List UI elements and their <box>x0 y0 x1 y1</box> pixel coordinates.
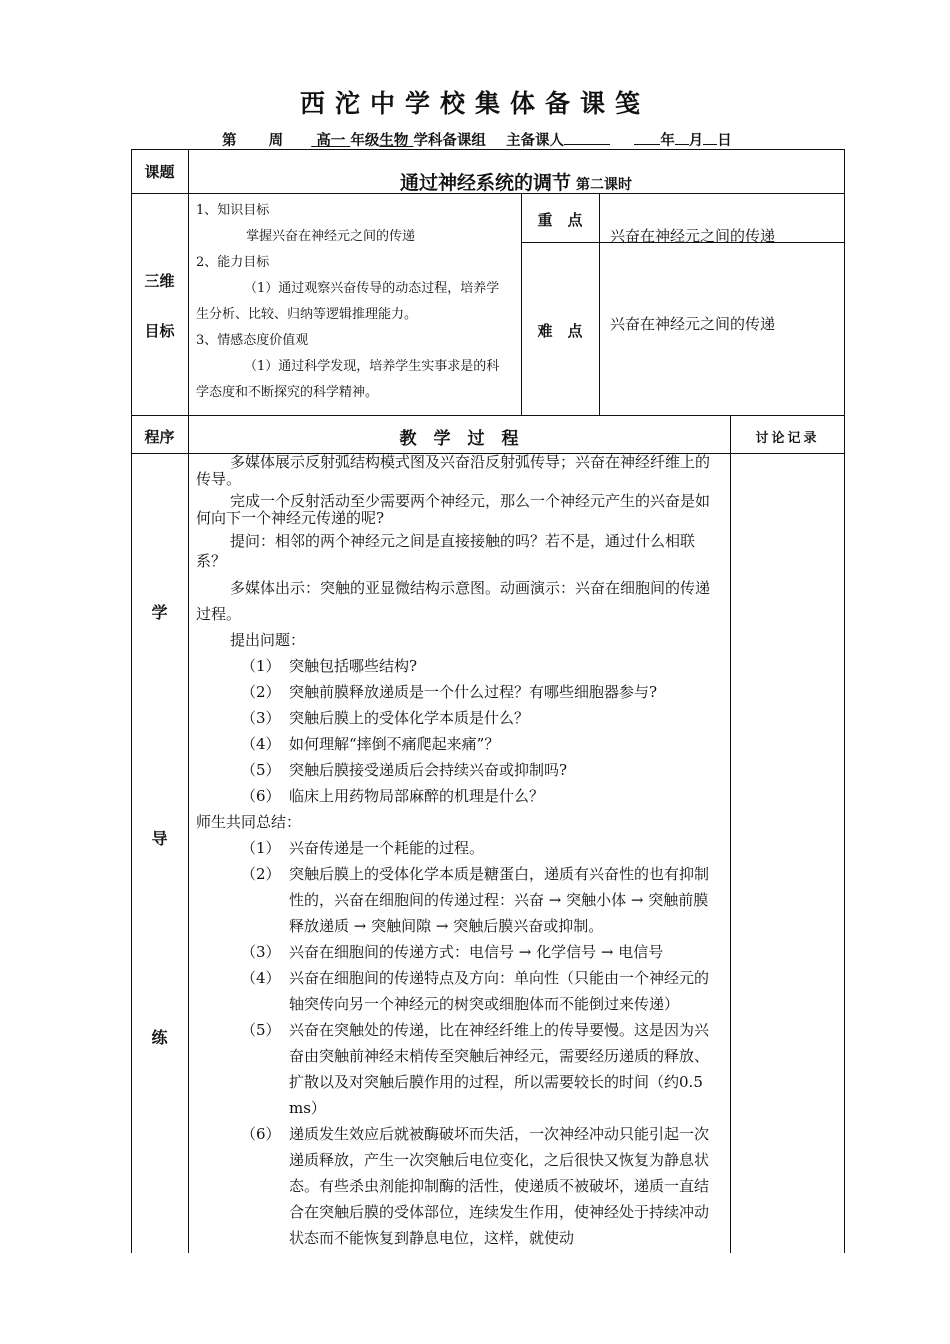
question-number: （5） <box>241 761 281 779</box>
question-item <box>196 705 722 731</box>
summary-list <box>196 835 722 1251</box>
summary-text: 兴奋在细胞间的传递特点及方向：单向性（只能由一个神经元的轴突传向另一个神经元的树突或细胞体而不能倒过来传递） <box>289 969 710 1013</box>
day-blank <box>703 130 717 145</box>
question-item <box>196 653 722 679</box>
topic-label: 课题 <box>144 163 175 181</box>
topic-title <box>188 168 844 195</box>
emotion-text-2: 学态度和不断探究的科学精神。 <box>196 385 379 400</box>
week-prefix: 第 <box>222 133 237 149</box>
summary-text: 递质发生效应后就被酶破坏而失活，一次神经冲动只能引起一次递质释放，产生一次突触后电位变化，之后很快又恢复为静息状态。有些杀虫剂能抑制酶的活性，使递质不被破坏，递质一直结合在突触后膜的受体部位，连续发生作用，使神经处于持续冲动状态而不能恢复到静息电位，这样，就使动 <box>289 1125 710 1247</box>
paragraph-3: 提问：相邻的两个神经元之间是直接接触的吗？若不是，通过什么相联系？ <box>196 532 696 570</box>
summary-number: （5） <box>241 1021 281 1039</box>
goals-content <box>196 198 518 406</box>
summary-item <box>196 1121 722 1251</box>
key-text: 兴奋在神经元之间的传递 <box>610 227 776 245</box>
summary-item <box>196 939 722 965</box>
side-label-lian: 练 <box>151 1028 168 1047</box>
question-number: （1） <box>241 657 281 675</box>
key-label: 重 点 <box>537 211 583 229</box>
process-body <box>196 454 722 1251</box>
discussion-label: 讨论记录 <box>755 431 820 446</box>
year-blank <box>634 130 660 145</box>
emotion-text-1: （1）通过科学发现，培养学生实事求是的科 <box>244 359 500 374</box>
ability-text-1: （1）通过观察兴奋传导的动态过程，培养学 <box>244 281 500 296</box>
header-info-line <box>222 129 732 150</box>
question-item <box>196 731 722 757</box>
question-number: （4） <box>241 735 281 753</box>
difficulty-text: 兴奋在神经元之间的传递 <box>610 315 776 333</box>
side-label-dao: 导 <box>151 829 168 848</box>
week-suffix: 周 <box>268 133 284 149</box>
questions-title: 提出问题： <box>230 631 306 649</box>
month-label: 月 <box>688 133 704 149</box>
question-text: 突触前膜释放递质是一个什么过程？有哪些细胞器参与? <box>289 683 658 701</box>
side-label-xue: 学 <box>151 603 168 622</box>
question-text: 突触后膜上的受体化学本质是什么？ <box>289 709 530 727</box>
ability-title: 2、能力目标 <box>196 255 270 270</box>
question-text: 如何理解“摔倒不痛爬起来痛”？ <box>289 735 500 753</box>
summary-text: 突触后膜上的受体化学本质是糖蛋白，递质有兴奋性的也有抑制性的，兴奋在细胞间的传递过程：兴奋 → 突触小体 → 突触前膜释放递质 → 突触间隙 → 突触后膜兴奋或抑制。 <box>289 865 710 935</box>
teacher-blank <box>564 130 610 145</box>
question-number: （6） <box>241 787 281 805</box>
summary-text: 兴奋传递是一个耗能的过程。 <box>289 839 485 857</box>
page-title: 西沱中学校集体备课笺 <box>299 89 650 118</box>
question-text: 突触包括哪些结构? <box>289 657 418 675</box>
paragraph-4: 多媒体出示：突触的亚显微结构示意图。动画演示：兴奋在细胞间的传递过程。 <box>196 579 711 623</box>
paragraph-1: 多媒体展示反射弧结构模式图及兴奋沿反射弧传导；兴奋在神经纤维上的传导。 <box>196 453 711 488</box>
grade-value: 高一 <box>316 133 346 149</box>
emotion-title: 3、情感态度价值观 <box>196 333 309 348</box>
question-number: （3） <box>241 709 281 727</box>
difficulty-label: 难 点 <box>537 322 583 340</box>
subject-value: 生物 <box>379 133 409 149</box>
summary-number: （2） <box>241 865 281 883</box>
summary-number: （3） <box>241 943 281 961</box>
question-item <box>196 757 722 783</box>
month-blank <box>675 130 689 145</box>
questions-list <box>196 653 722 809</box>
question-text: 临床上用药物局部麻醉的机理是什么？ <box>289 787 545 805</box>
summary-number: （1） <box>241 839 281 857</box>
question-number: （2） <box>241 683 281 701</box>
summary-text: 兴奋在突触处的传递，比在神经纤维上的传导要慢。这是因为兴奋由突触前神经末梢传至突触后神经元，需要经历递质的释放、扩散以及对突触后膜作用的过程，所以需要较长的时间（约0.5 ms） <box>289 1021 710 1117</box>
question-item <box>196 783 722 809</box>
ability-text-2: 生分析、比较、归纳等逻辑推理能力。 <box>196 307 418 322</box>
question-item <box>196 679 722 705</box>
topic-text: 通过神经系统的调节 <box>399 172 571 194</box>
knowledge-title: 1、知识目标 <box>196 203 270 218</box>
grade-label: 年级 <box>350 133 380 149</box>
goals-label-2: 目标 <box>144 322 175 340</box>
period-text: 第二课时 <box>576 177 633 193</box>
process-label: 程序 <box>144 428 175 446</box>
summary-number: （6） <box>241 1125 281 1143</box>
summary-number: （4） <box>241 969 281 987</box>
process-title: 教 学 过 程 <box>399 429 519 449</box>
goals-label-1: 三维 <box>144 272 175 290</box>
knowledge-text: 掌握兴奋在神经元之间的传递 <box>246 229 416 244</box>
year-label: 年 <box>660 133 675 149</box>
day-label: 日 <box>717 133 732 149</box>
summary-item <box>196 965 722 1017</box>
question-text: 突触后膜接受递质后会持续兴奋或抑制吗? <box>289 761 568 779</box>
summary-item <box>196 861 722 939</box>
summary-item <box>196 835 722 861</box>
summary-item <box>196 1017 722 1121</box>
summary-title: 师生共同总结： <box>196 813 302 831</box>
summary-text: 兴奋在细胞间的传递方式：电信号 → 化学信号 → 电信号 <box>289 943 664 961</box>
teacher-label: 主备课人 <box>506 133 565 149</box>
subject-label: 学科备课组 <box>413 133 486 149</box>
paragraph-2: 完成一个反射活动至少需要两个神经元，那么一个神经元产生的兴奋是如何向下一个神经元传递的呢? <box>196 492 711 527</box>
